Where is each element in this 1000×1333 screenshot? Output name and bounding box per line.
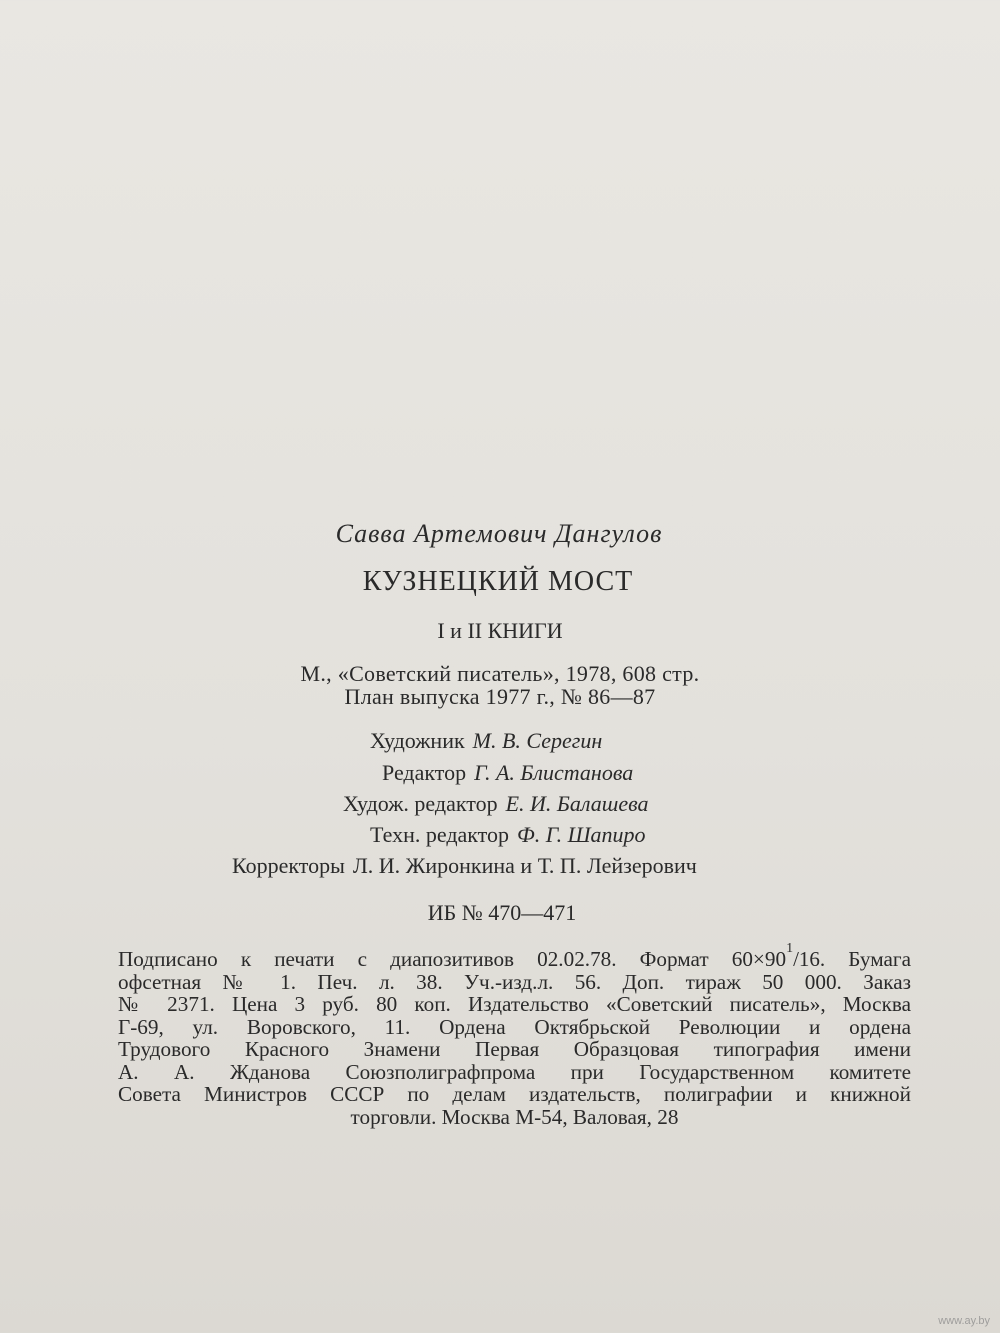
- colophon-line: № 2371. Цена 3 руб. 80 коп. Издательство «Советский писатель», Москва: [118, 992, 911, 1016]
- site-watermark: www.ay.by: [938, 1315, 990, 1327]
- credit-role: Худож. редактор: [343, 791, 498, 816]
- credit-editor: [382, 759, 633, 787]
- book-title: КУЗНЕЦКИЙ МОСТ: [362, 566, 634, 597]
- credit-person: Е. И. Балашева: [505, 791, 649, 816]
- ib-number: ИБ № 470—471: [427, 900, 577, 925]
- credit-person: Л. И. Жиронкина и Т. П. Лейзерович: [352, 853, 697, 878]
- colophon-line: Трудового Красного Знамени Первая Образцовая типография имени: [118, 1037, 911, 1061]
- credit-role: Техн. редактор: [370, 822, 510, 847]
- colophon-line: А. А. Жданова Союзполиграфпрома при Государственном комитете: [118, 1059, 911, 1084]
- colophon-line: [118, 938, 911, 971]
- books-volume-label: I и II КНИГИ: [437, 618, 563, 643]
- credit-proofreaders: [232, 852, 697, 880]
- colophon-line: Совета Министров СССР по делам издательств, полиграфии и книжной: [118, 1082, 911, 1106]
- format-fraction-numerator: 1: [786, 941, 794, 956]
- credit-role: Корректоры: [232, 853, 345, 878]
- colophon-line: торговли. Москва М-54, Валовая, 28: [350, 1104, 679, 1129]
- publication-info-line: М., «Советский писатель», 1978, 608 стр.: [300, 661, 700, 686]
- credit-artist: [370, 727, 602, 755]
- credit-person: Г. А. Блистанова: [474, 760, 634, 785]
- author-name: Савва Артемович Дангулов: [335, 519, 663, 548]
- colophon-block: [118, 938, 911, 1128]
- credit-person: Ф. Г. Шапиро: [517, 822, 646, 847]
- release-plan-line: План выпуска 1977 г., № 86—87: [344, 684, 656, 709]
- colophon-text: . Бумага: [819, 947, 912, 971]
- colophon-line: офсетная № 1. Печ. л. 38. Уч.-изд.л. 56. Доп. тираж 50 000. Заказ: [118, 969, 911, 994]
- credit-role: Редактор: [382, 760, 467, 785]
- format-fraction-denominator: /16: [793, 947, 820, 971]
- credit-person: М. В. Серегин: [472, 728, 603, 753]
- colophon-text: Подписано к печати с диапозитивов 02.02.78. Формат 60×90: [118, 947, 787, 971]
- colophon-line: Г-69, ул. Воровского, 11. Ордена Октябрьской Революции и ордена: [118, 1014, 911, 1039]
- credit-art-editor: [343, 790, 649, 818]
- credit-tech-editor: [370, 821, 646, 849]
- credit-role: Художник: [370, 728, 465, 753]
